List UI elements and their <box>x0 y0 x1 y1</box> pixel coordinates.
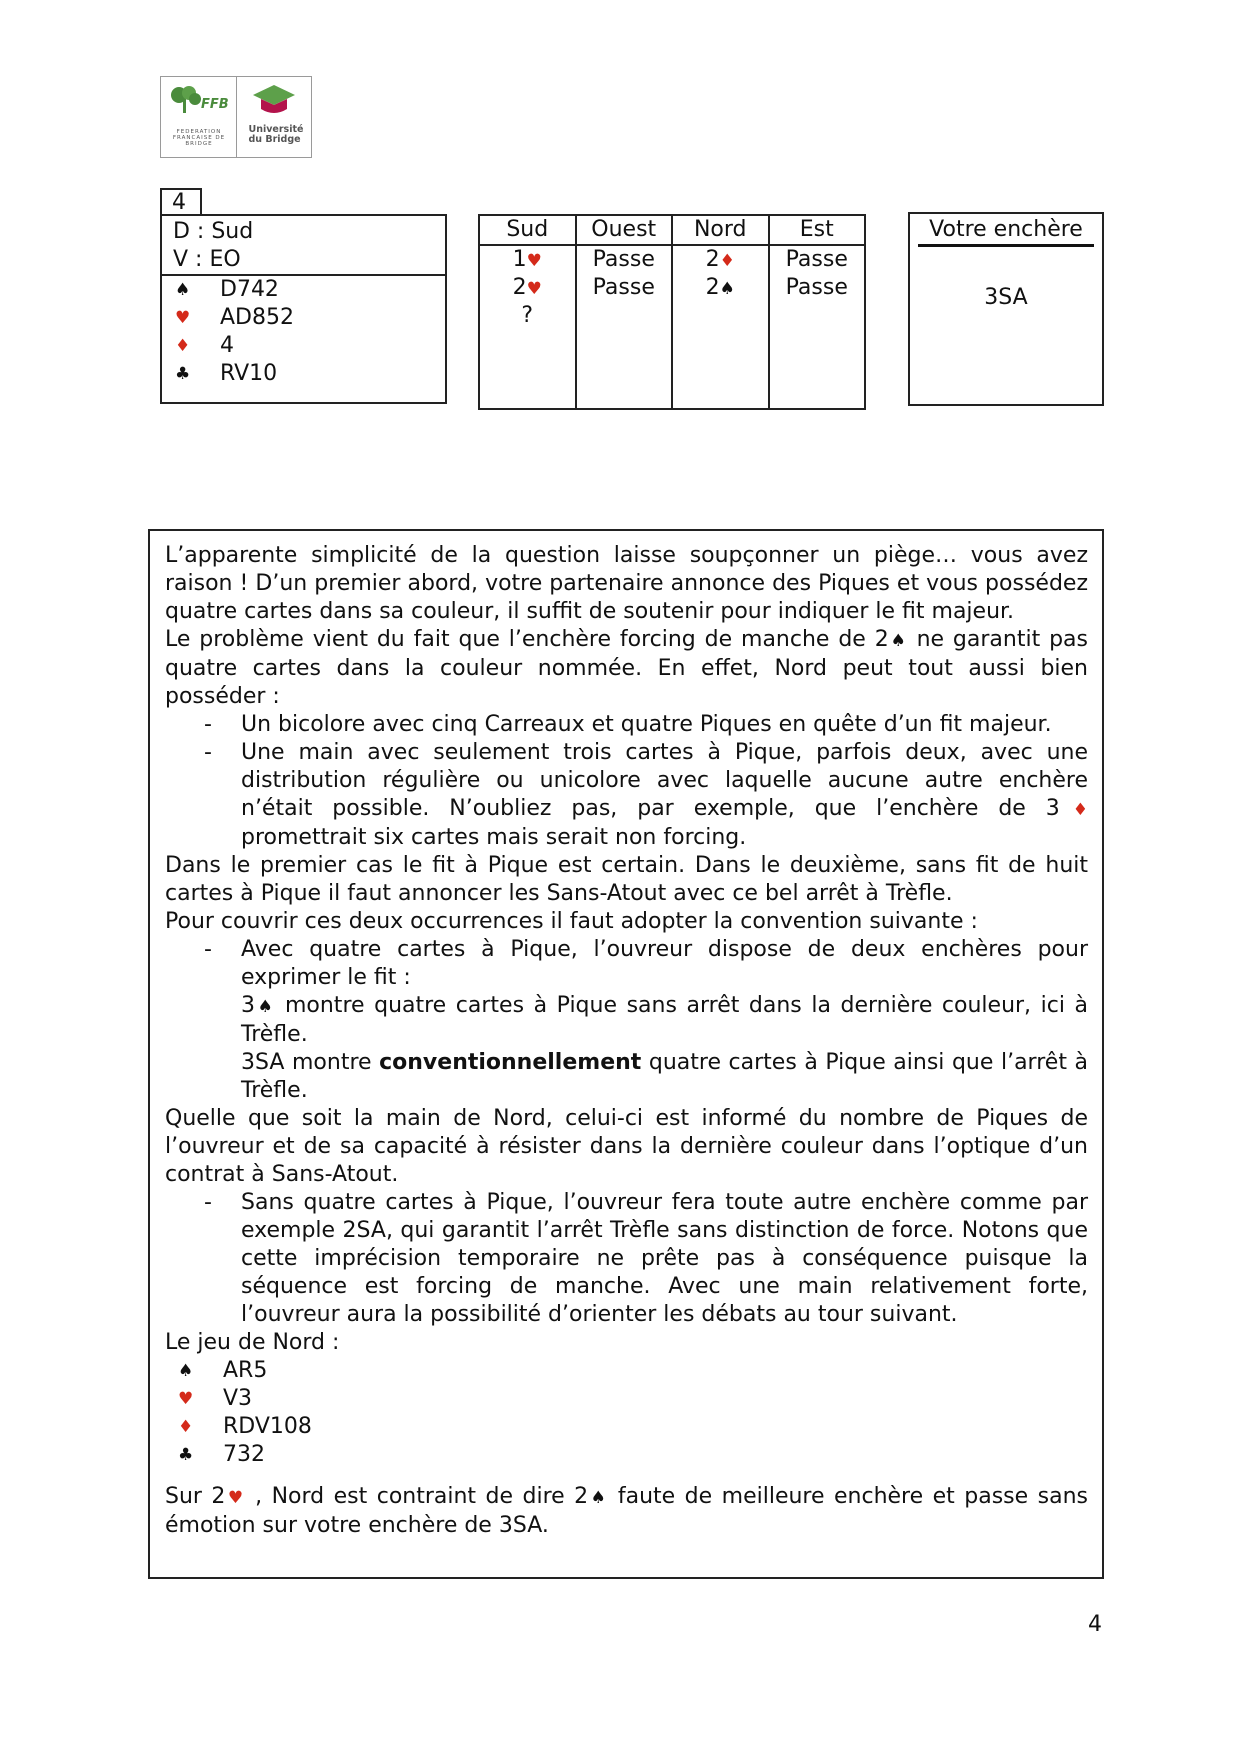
heart-cards: AD852 <box>220 305 294 330</box>
page-number: 4 <box>1088 1612 1102 1637</box>
spade-cards: D742 <box>220 277 279 302</box>
nord-spade-cards: AR5 <box>223 1358 268 1383</box>
spade-icon: ♠ <box>588 1488 609 1508</box>
explanation-paragraph-5: Quelle que soit la main de Nord, celui-ci est informé du nombre de Piques de l’ouvreur et de sa capacité à résister dans la dernière couleur dans l’optique d’un contrat à Sans-Atout. <box>165 1106 1088 1187</box>
spade-row <box>162 276 445 304</box>
bullet-item: - Un bicolore avec cinq Carreaux et quatre Piques en quête d’un fit majeur. <box>204 712 1052 737</box>
your-bid-box <box>908 212 1104 406</box>
heart-icon: ♥ <box>225 1488 246 1508</box>
nord-diamond-cards: RDV108 <box>223 1414 312 1439</box>
bid-sud-2: 2♥ <box>512 275 542 300</box>
explanation-paragraph-4: Pour couvrir ces deux occurrences il faut adopter la convention suivante : <box>165 909 978 934</box>
universite-logo <box>236 77 312 157</box>
bid-est-1: Passe <box>785 247 848 272</box>
explanation-paragraph-3: Dans le premier cas le fit à Pique est certain. Dans le deuxième, sans fit de huit cartes à Pique il faut annoncer les Sans-Atout avec ce bel arrêt à Trèfle. <box>165 853 1088 906</box>
heart-icon: ♥ <box>175 308 191 328</box>
bidding-column-nord <box>671 216 768 408</box>
deal-header <box>162 216 445 276</box>
diamond-icon: ♦ <box>719 251 735 271</box>
your-bid-title: Votre enchère <box>929 217 1083 242</box>
explanation-paragraph-2: Le problème vient du fait que l’enchère forcing de manche de 2♠ ne garantit pas quatre cartes dans la couleur nommée. En effet, Nord peut tout aussi bien posséder : <box>165 627 1088 709</box>
nord-club-cards: 732 <box>223 1442 265 1467</box>
nord-spade-row <box>165 1357 1088 1385</box>
bid-ouest-1: Passe <box>592 247 655 272</box>
nord-heart-row <box>165 1385 1088 1413</box>
bid-sud-1: 1♥ <box>512 247 542 272</box>
heart-icon: ♥ <box>178 1389 194 1409</box>
spade-icon: ♠ <box>888 631 908 651</box>
your-bid-divider <box>918 244 1094 247</box>
nord-diamond-row <box>165 1413 1088 1441</box>
club-icon: ♣ <box>175 364 191 384</box>
universite-text: Université du Bridge <box>248 124 304 145</box>
bullet-item: - Une main avec seulement trois cartes à Pique, parfois deux, avec une distribution régulière ou unicolore avec laquelle aucune autre enchère n’était possible. N’oubliez pas, par exemple, que l’enchère de 3♦ promettrait six cartes mais serait non forcing. <box>204 740 1088 850</box>
explanation-box <box>148 529 1104 1579</box>
tree-icon <box>169 85 203 115</box>
ffb-brand-sub: FEDERATION FRANCAISE DE BRIDGE <box>172 129 226 147</box>
bidding-column-ouest <box>575 216 672 408</box>
nord-club-row <box>165 1441 1088 1469</box>
club-cards: RV10 <box>220 361 278 386</box>
bullet-item: - Sans quatre cartes à Pique, l’ouvreur fera toute autre enchère comme par exemple 2SA, qui garantit l’arrêt Trèfle sans distinction de force. Notons que cette imprécision temporaire ne prête pas à conséquence puisque la séquence est forcing de manche. Avec une main relativement forte, l’ouvreur aura la possibilité d’orienter les débats au tour suivant. <box>204 1190 1088 1327</box>
emphasis-conventionnellement: conventionnellement <box>379 1050 642 1075</box>
bid-est-2: Passe <box>785 275 848 300</box>
bullet-item: - Avec quatre cartes à Pique, l’ouvreur dispose de deux enchères pour exprimer le fit : <box>204 937 1088 990</box>
club-icon: ♣ <box>178 1445 194 1465</box>
bidding-header-sud: Sud <box>480 216 575 246</box>
spade-icon: ♠ <box>719 279 735 299</box>
nord-hand <box>165 1357 1088 1469</box>
bidding-table <box>478 214 866 410</box>
diamond-cards: 4 <box>220 333 234 358</box>
nord-hand-title: Le jeu de Nord : <box>165 1330 340 1355</box>
explanation-conclusion: Sur 2♥ , Nord est contraint de dire 2♠ faute de meilleure enchère et passe sans émotion sur votre enchère de 3SA. <box>165 1484 1088 1538</box>
bidding-header-nord: Nord <box>673 216 768 246</box>
bid-sud-3: ? <box>521 303 534 328</box>
south-hand-box <box>160 214 447 404</box>
heart-row <box>162 304 445 332</box>
mortarboard-icon <box>251 83 297 119</box>
bidding-column-est <box>768 216 865 408</box>
ffb-universite-logo <box>160 76 312 158</box>
diamond-icon: ♦ <box>175 336 191 356</box>
heart-icon: ♥ <box>526 279 542 299</box>
bidding-header-ouest: Ouest <box>577 216 672 246</box>
explanation-paragraph-1: L’apparente simplicité de la question laisse soupçonner un piège… vous avez raison ! D’un premier abord, votre partenaire annonce des Piques et vous possédez quatre cartes dans sa couleur, il suffit de soutenir pour indiquer le fit majeur. <box>165 543 1088 624</box>
ffb-brand: FFB <box>201 97 229 112</box>
indented-item: 3♠ montre quatre cartes à Pique sans arrêt dans la dernière couleur, ici à Trèfle. <box>241 993 1088 1047</box>
diamond-icon: ♦ <box>178 1417 194 1437</box>
club-row <box>162 360 445 388</box>
bidding-header-est: Est <box>770 216 865 246</box>
indented-item: 3SA montre conventionnellement quatre cartes à Pique ainsi que l’arrêt à Trèfle. <box>241 1050 1088 1103</box>
south-hand <box>162 276 445 388</box>
diamond-row <box>162 332 445 360</box>
bid-nord-2: 2♠ <box>705 275 735 300</box>
bidding-column-sud <box>480 216 575 408</box>
heart-icon: ♥ <box>526 251 542 271</box>
deal-number: 4 <box>160 188 202 214</box>
bid-ouest-2: Passe <box>592 275 655 300</box>
ffb-logo <box>161 77 236 157</box>
your-bid-value: 3SA <box>984 285 1028 310</box>
vulnerability-line: V : EO <box>173 247 241 272</box>
spade-icon: ♠ <box>255 997 276 1017</box>
dealer-line: D : Sud <box>173 219 254 244</box>
spade-icon: ♠ <box>175 280 191 300</box>
bid-nord-1: 2♦ <box>705 247 735 272</box>
spade-icon: ♠ <box>178 1361 194 1381</box>
diamond-icon: ♦ <box>1059 800 1088 820</box>
nord-heart-cards: V3 <box>223 1386 253 1411</box>
